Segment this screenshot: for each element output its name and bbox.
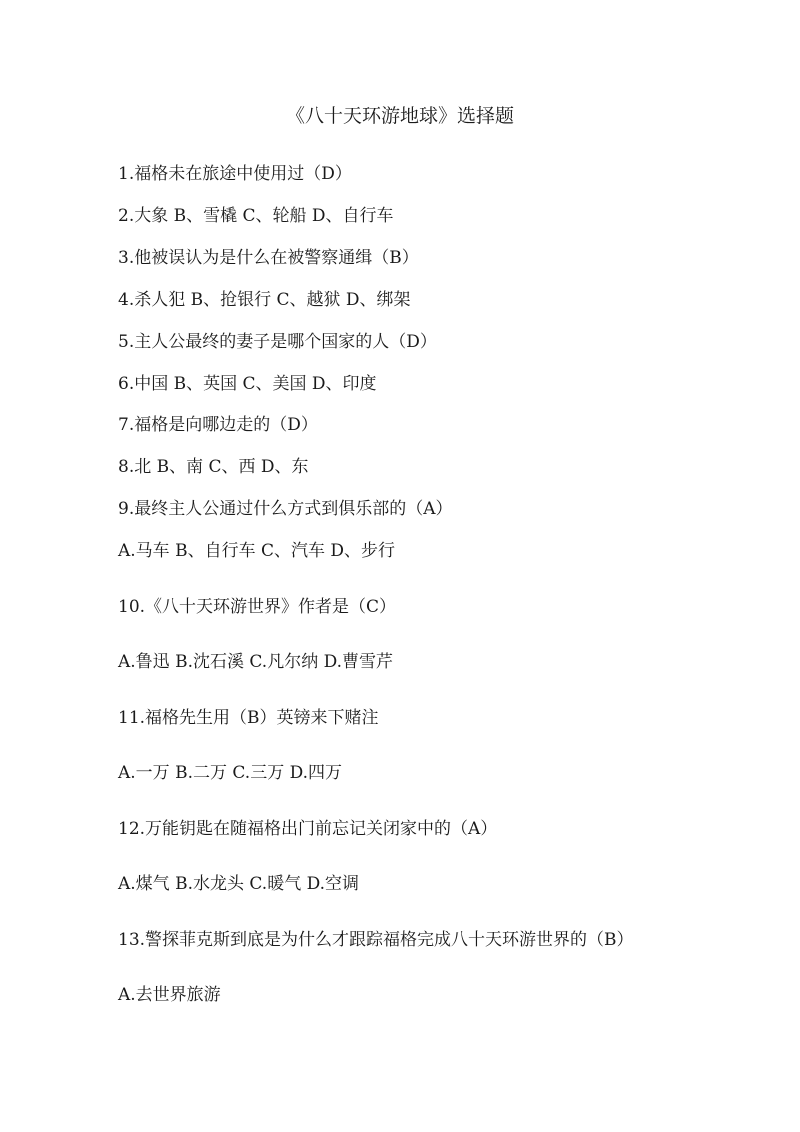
question-3: 5.主人公最终的妻子是哪个国家的人（D） (118, 332, 437, 352)
options-5: A.马车 B、自行车 C、汽车 D、步行 (118, 541, 396, 561)
options-7: A.一万 B.二万 C.三万 D.四万 (118, 763, 343, 783)
question-1: 1.福格未在旅途中使用过（D） (118, 164, 352, 184)
options-8: A.煤气 B.水龙头 C.暖气 D.空调 (118, 874, 360, 894)
options-2: 4.杀人犯 B、抢银行 C、越狱 D、绑架 (118, 290, 411, 310)
options-9: A.去世界旅游 (118, 985, 221, 1005)
document-title: 《八十天环游地球》选择题 (285, 105, 514, 127)
options-3: 6.中国 B、英国 C、美国 D、印度 (118, 374, 377, 394)
question-7: 11.福格先生用（B）英镑来下赌注 (118, 708, 379, 728)
question-9: 13.警探菲克斯到底是为什么才跟踪福格完成八十天环游世界的（B） (118, 930, 634, 950)
question-5: 9.最终主人公通过什么方式到俱乐部的（A） (118, 499, 453, 519)
question-8: 12.万能钥匙在随福格出门前忘记关闭家中的（A） (118, 819, 498, 839)
question-2: 3.他被误认为是什么在被警察通缉（B） (118, 248, 419, 268)
options-1: 2.大象 B、雪橇 C、轮船 D、自行车 (118, 206, 394, 226)
question-6: 10.《八十天环游世界》作者是（C） (118, 597, 397, 617)
options-6: A.鲁迅 B.沈石溪 C.凡尔纳 D.曹雪芹 (118, 652, 394, 672)
options-4: 8.北 B、南 C、西 D、东 (118, 457, 309, 477)
question-4: 7.福格是向哪边走的（D） (118, 415, 318, 435)
